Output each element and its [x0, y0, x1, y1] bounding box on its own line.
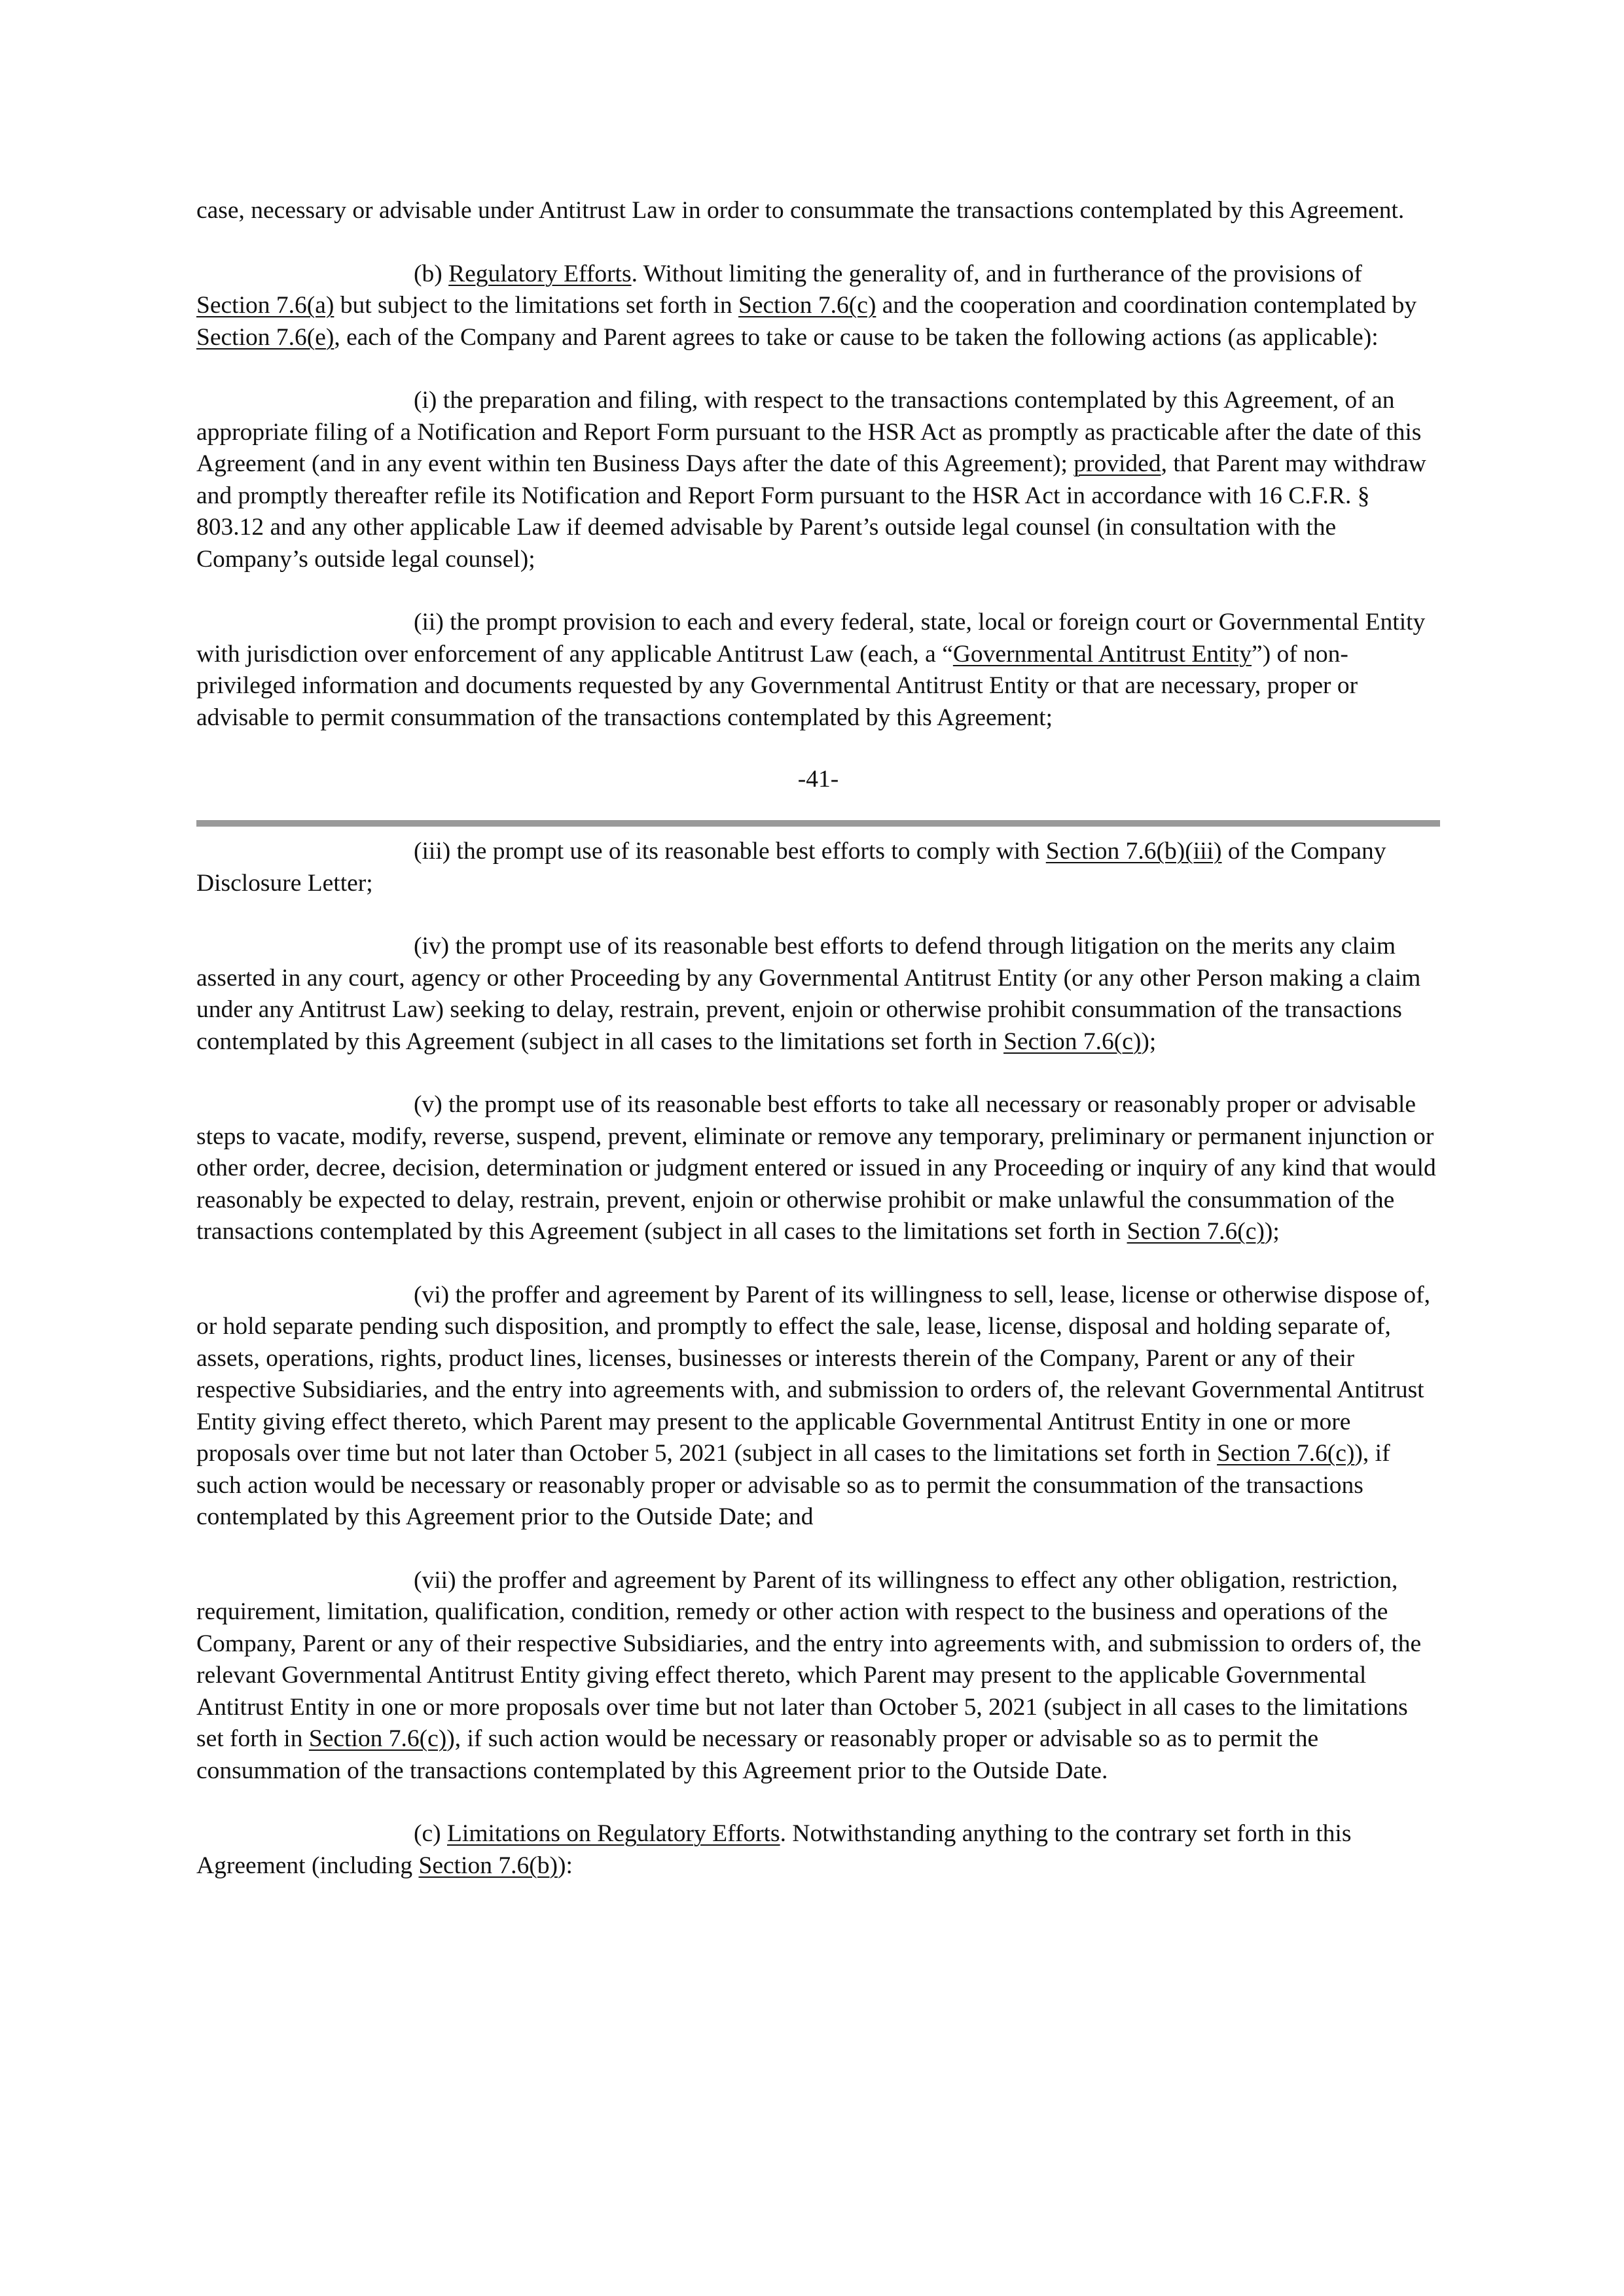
- text: . Notwithstanding anything to the contrary set forth in this Agreement (including: [196, 1820, 1352, 1879]
- text: (ii) the prompt provision to each and every federal, state, local or foreign court or Governmental Entity with jurisdiction over enforcement of any applicable Antitrust Law (each, a “: [196, 609, 1426, 668]
- text: but subject to the limitations set forth in: [334, 292, 738, 319]
- text: , each of the Company and Parent agrees to take or cause to be taken the following actions (as applicable):: [334, 323, 1379, 351]
- paragraph-b-regulatory-efforts: [196, 259, 1440, 354]
- paragraph-i: [196, 385, 1440, 575]
- defined-term: Governmental Antitrust Entity: [952, 640, 1252, 668]
- section-reference-link[interactable]: Section 7.6(c): [738, 292, 876, 319]
- paragraph-iv: [196, 931, 1440, 1058]
- text: ), if such action would be necessary or reasonably proper or advisable so as to permit the consummation of the transactions contemplated by this Agreement prior to the Outside Date; and: [196, 1440, 1390, 1530]
- text: (v) the prompt use of its reasonable best efforts to take all necessary or reasonably proper or advisable steps to vacate, modify, reverse, suspend, prevent, eliminate or remove any temporary, preliminary or permanent injunction or other order, decree, decision, determination or judgment entered or issued in any Proceeding or inquiry of any kind that would reasonably be expected to delay, restrain, prevent, enjoin or otherwise prohibit or make unlawful the consummation of the transactions contemplated by this Agreement (subject in all cases to the limitations set forth in: [196, 1091, 1436, 1245]
- section-reference-link[interactable]: Section 7.6(b)(iii): [1045, 838, 1222, 865]
- section-reference-link[interactable]: Section 7.6(e): [196, 323, 334, 351]
- section-reference-link[interactable]: Section 7.6(c): [1127, 1218, 1265, 1245]
- text: of the Company Disclosure Letter;: [196, 838, 1386, 897]
- text: (i) the preparation and filing, with respect to the transactions contemplated by this Agreement, of an appropriate filing of a Notification and Report Form pursuant to the HSR Act as promptly as practicable after the date of this Agreement (and in any event within ten Business Days after the date of this Agreement);: [196, 387, 1422, 477]
- text: , that Parent may withdraw and promptly thereafter refile its Notification and Report Form pursuant to the HSR Act in accordance with 16 C.F.R. § 803.12 and any other applicable Law if deemed advisable by Parent’s outside legal counsel (in consultation with the Company’s outside legal counsel);: [196, 450, 1426, 573]
- defined-term: provided: [1074, 450, 1161, 477]
- text: );: [1141, 1028, 1157, 1055]
- section-reference-link[interactable]: Section 7.6(c): [1003, 1028, 1142, 1055]
- text: ), if such action would be necessary or reasonably proper or advisable so as to permit the consummation of the transactions contemplated by this Agreement prior to the Outside Date.: [196, 1725, 1319, 1784]
- page-number: -41-: [797, 766, 839, 793]
- text: (vii) the proffer and agreement by Parent of its willingness to effect any other obligation, restriction, requirement, limitation, qualification, condition, remedy or other action with respect to the business and operations of the Company, Parent or any of their respective Subsidiaries, and the entry into agreements with, and submission to orders of, the relevant Governmental Antitrust Entity giving effect thereto, which Parent may present to the applicable Governmental Antitrust Entity in one or more proposals over time but not later than October 5, 2021 (subject in all cases to the limitations set forth in: [196, 1566, 1422, 1752]
- paragraph-vi: [196, 1280, 1440, 1534]
- section-reference-link[interactable]: Section 7.6(a): [196, 292, 334, 319]
- text: (vi) the proffer and agreement by Parent of its willingness to sell, lease, license or otherwise dispose of, or hold separate pending such disposition, and promptly to effect the sale, lease, license, disposal and holding separate of, assets, operations, rights, product lines, licenses, businesses or interests therein of the Company, Parent or any of their respective Subsidiaries, and the entry into agreements with, and submission to orders of, the relevant Governmental Antitrust Entity giving effect thereto, which Parent may present to the applicable Governmental Antitrust Entity in one or more proposals over time but not later than October 5, 2021 (subject in all cases to the limitations set forth in: [196, 1281, 1431, 1467]
- text: . Without limiting the generality of, and in furtherance of the provisions of: [631, 260, 1362, 287]
- text: );: [1264, 1218, 1280, 1245]
- paragraph-iii: [196, 836, 1440, 899]
- text: ”) of non-privileged information and documents requested by any Governmental Antitrust Entity or that are necessary, proper or advisable to permit consummation of the transactions contemplated by this Agreement;: [196, 640, 1358, 731]
- paragraph-ii: [196, 607, 1440, 734]
- paragraph-v: [196, 1089, 1440, 1248]
- paragraph-continuation: [196, 195, 1440, 227]
- section-heading: Limitations on Regulatory Efforts: [447, 1820, 780, 1847]
- text: and the cooperation and coordination contemplated by: [876, 292, 1417, 319]
- text: (c): [414, 1820, 447, 1847]
- section-reference-link[interactable]: Section 7.6(c): [308, 1725, 447, 1752]
- page-separator: [196, 820, 1440, 827]
- paragraph-vii: [196, 1565, 1440, 1787]
- document-body: [196, 195, 1440, 1882]
- text: case, necessary or advisable under Antitrust Law in order to consummate the transactions contemplated by this Agreement.: [196, 197, 1405, 224]
- section-heading: Regulatory Efforts: [448, 260, 632, 287]
- text: (iv) the prompt use of its reasonable best efforts to defend through litigation on the merits any claim asserted in any court, agency or other Proceeding by any Governmental Antitrust Entity (or any other Person making a claim under any Antitrust Law) seeking to delay, restrain, prevent, enjoin or otherwise prohibit consummation of the transactions contemplated by this Agreement (subject in all cases to the limitations set forth in: [196, 933, 1421, 1055]
- section-reference-link[interactable]: Section 7.6(b): [418, 1852, 558, 1879]
- section-reference-link[interactable]: Section 7.6(c): [1217, 1440, 1355, 1467]
- paragraph-c-limitations: [196, 1818, 1440, 1882]
- text: (iii) the prompt use of its reasonable best efforts to comply with: [414, 838, 1046, 865]
- text: (b): [414, 260, 449, 287]
- text: ):: [557, 1852, 573, 1879]
